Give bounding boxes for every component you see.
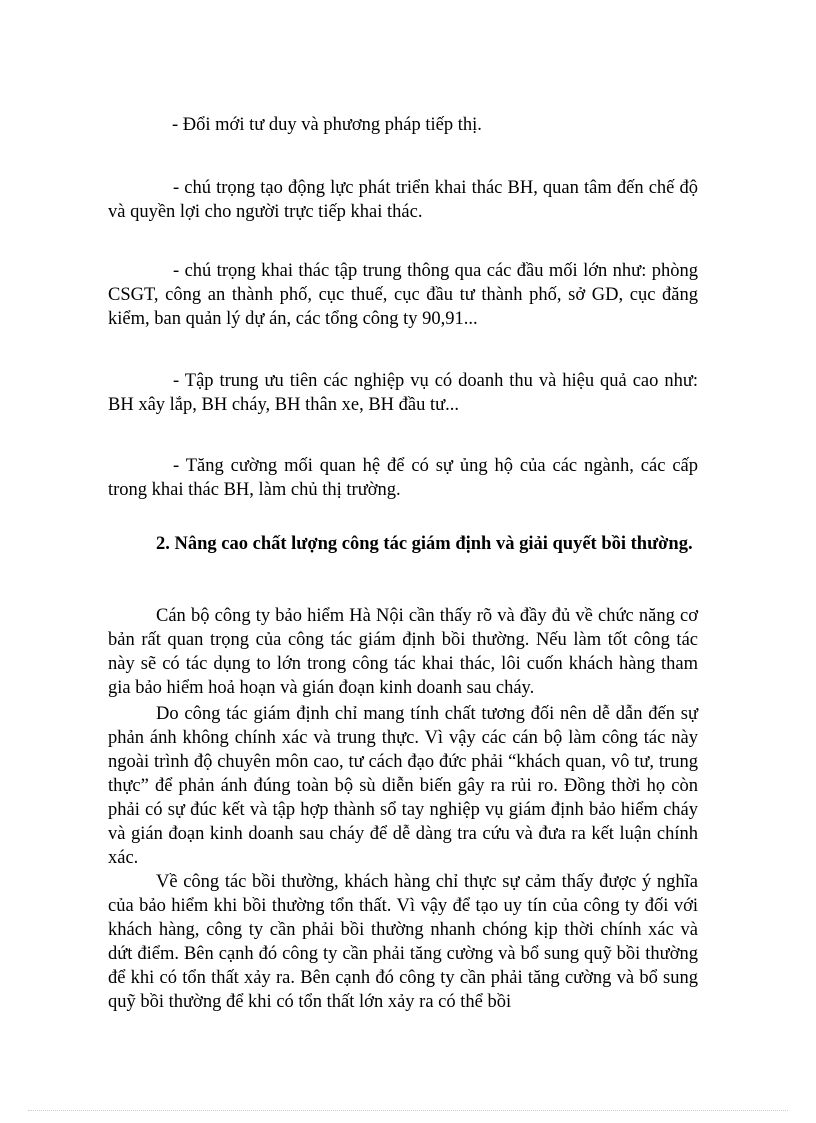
bullet-item: - Tăng cường mối quan hệ để có sự ủng hộ của các ngành, các cấp trong khai thác BH, làm chủ thị trường. (108, 456, 698, 500)
bullet-item: - Tập trung ưu tiên các nghiệp vụ có doanh thu và hiệu quả cao như: BH xây lắp, BH cháy, BH thân xe, BH đầu tư... (108, 371, 698, 415)
body-paragraph: Cán bộ công ty bảo hiểm Hà Nội cần thấy rõ và đầy đủ về chức năng cơ bản rất quan trọng của công tác giám định bồi thường. Nếu làm tốt công tác này sẽ có tác dụng to lớn trong công tác khai thác, lôi cuốn khách hàng tham gia bảo hiểm hoả hoạn và gián đoạn kinh doanh sau cháy. (108, 606, 698, 698)
section-heading: 2. Nâng cao chất lượng công tác giám định và giải quyết bồi thường. (156, 534, 693, 554)
bullet-item: - chú trọng khai thác tập trung thông qua các đầu mối lớn như: phòng CSGT, công an thành phố, cục thuế, cục đầu tư thành phố, sở GD, cục đăng kiểm, ban quản lý dự án, các tổng công ty 90,91... (108, 261, 698, 329)
page-bottom-divider (28, 1110, 788, 1111)
bullet-item: - Đổi mới tư duy và phương pháp tiếp thị. (172, 115, 482, 135)
bullet-item: - chú trọng tạo động lực phát triển khai thác BH, quan tâm đến chế độ và quyền lợi cho người trực tiếp khai thác. (108, 178, 698, 222)
body-paragraph: Về công tác bồi thường, khách hàng chỉ thực sự cảm thấy được ý nghĩa của bảo hiểm khi bồi thường tổn thất. Vì vậy để tạo uy tín của công ty đối với khách hàng, công ty cần phải bồi thường nhanh chóng kịp thời chính xác và dứt điểm. Bên cạnh đó công ty cần phải tăng cường và bổ sung quỹ bồi thường để khi có tổn thất xảy ra. Bên cạnh đó công ty cần phải tăng cường và bổ sung quỹ bồi thường để khi có tổn thất lớn xảy ra có thể bồi (108, 872, 698, 1012)
body-paragraph: Do công tác giám định chỉ mang tính chất tương đối nên dễ dẫn đến sự phản ánh không chính xác và trung thực. Vì vậy các cán bộ làm công tác này ngoài trình độ chuyên môn cao, tư cách đạo đức phải “khách quan, vô tư, trung thực” để phản ánh đúng toàn bộ sù diễn biến gây ra rủi ro. Đồng thời họ còn phải có sự đúc kết và tập hợp thành sổ tay nghiệp vụ giám định bảo hiểm cháy và gián đoạn kinh doanh sau cháy để dễ dàng tra cứu và đưa ra kết luận chính xác. (108, 704, 698, 868)
